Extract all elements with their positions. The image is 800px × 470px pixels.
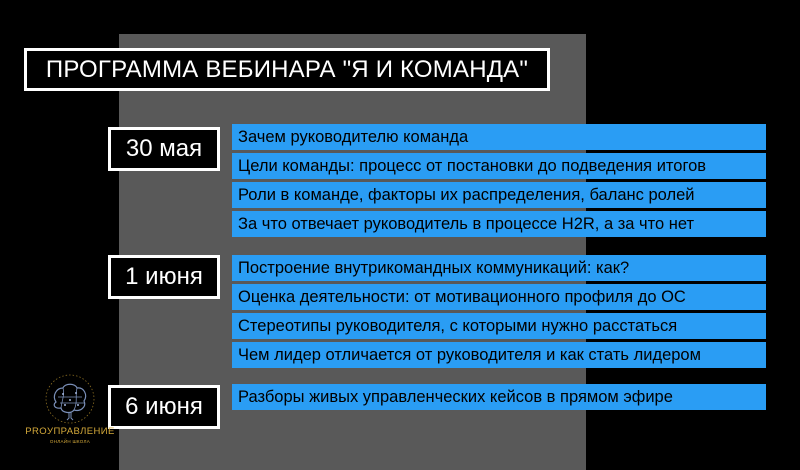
topic-text: Стереотипы руководителя, с которыми нужно расстаться	[238, 316, 678, 335]
brain-icon	[38, 372, 102, 426]
topic-item	[232, 153, 766, 179]
topic-item	[232, 211, 766, 237]
session-date-label: 1 июня	[125, 263, 203, 290]
topic-text: Роли в команде, факторы их распределения, баланс ролей	[238, 185, 695, 204]
topic-text: Зачем руководителю команда	[238, 127, 469, 146]
topic-item	[232, 313, 766, 339]
session-date-30-may	[108, 127, 220, 171]
topic-text: За что отвечает руководитель в процессе H2R, а за что нет	[238, 214, 695, 233]
page-title	[24, 48, 550, 91]
topic-text: Цели команды: процесс от постановки до подведения итогов	[238, 156, 707, 175]
topic-item	[232, 284, 766, 310]
topic-item	[232, 124, 766, 150]
topic-text: Чем лидер отличается от руководителя и как стать лидером	[238, 345, 701, 364]
topic-text: Оценка деятельности: от мотивационного профиля до ОС	[238, 287, 686, 306]
topic-item	[232, 342, 766, 368]
logo-subtitle: ОНЛАЙН ШКОЛА	[49, 439, 91, 444]
logo-name: PROУПРАВЛЕНИЕ	[25, 426, 115, 437]
page-title-text: ПРОГРАММА ВЕБИНАРА "Я И КОМАНДА"	[45, 55, 529, 83]
topic-item	[232, 255, 766, 281]
session-date-6-june	[108, 385, 220, 429]
topic-item	[232, 182, 766, 208]
topic-text: Разборы живых управленческих кейсов в прямом эфире	[238, 387, 673, 406]
school-logo	[20, 372, 120, 462]
session-date-label: 6 июня	[125, 393, 203, 420]
session-date-label: 30 мая	[125, 135, 203, 162]
topic-item	[232, 384, 766, 410]
session-date-1-june	[108, 255, 220, 299]
topic-text: Построение внутрикомандных коммуникаций: как?	[238, 258, 630, 277]
